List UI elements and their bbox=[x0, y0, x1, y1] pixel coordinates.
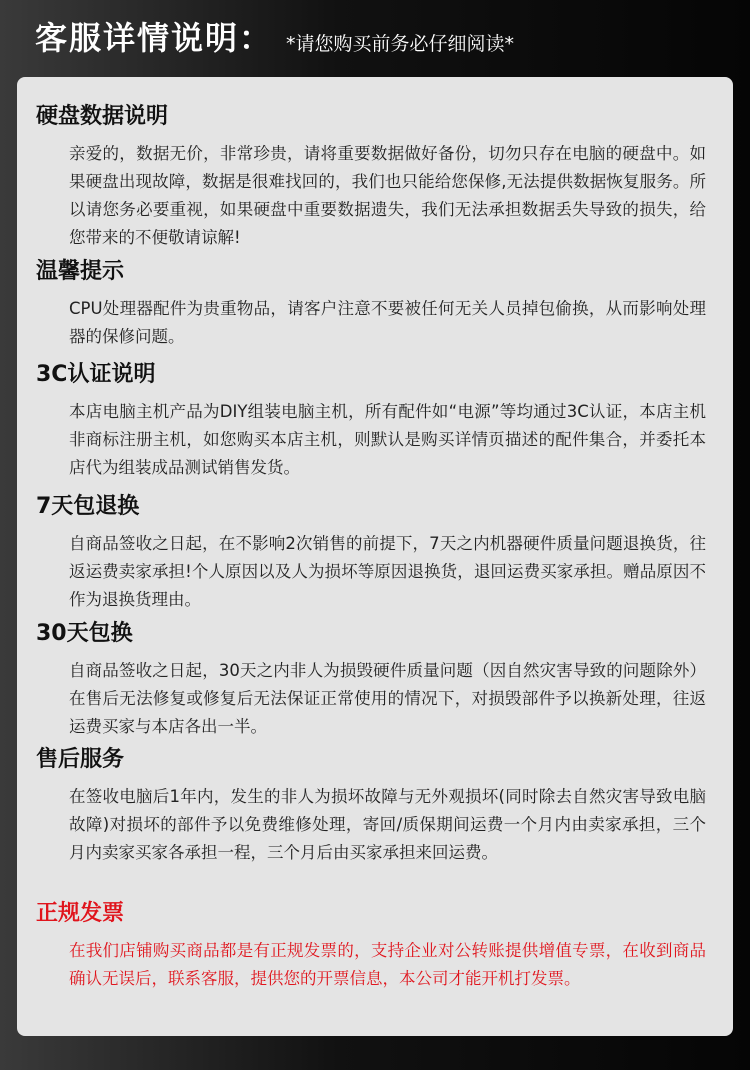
section-7-day-return bbox=[36, 492, 706, 614]
section-after-sales-service bbox=[36, 745, 706, 867]
page-subtitle: *请您购买前务必仔细阅读* bbox=[286, 33, 515, 55]
section-body: 自商品签收之日起，在不影响2次销售的前提下，7天之内机器硬件质量问题退换货，往返运费卖家承担!个人原因以及人为损坏等原因退换货，退回运费买家承担。赠品原因不作为退换货理由。 bbox=[69, 534, 706, 609]
section-body: 自商品签收之日起，30天之内非人为损毁硬件质量问题（因自然灾害导致的问题除外）在售后无法修复或修复后无法保证正常使用的情况下，对损毁部件予以换新处理，往返运费买家与本店各出一半。 bbox=[69, 661, 706, 736]
section-official-invoice bbox=[36, 899, 706, 993]
section-title: 3C认证说明 bbox=[36, 362, 156, 387]
section-title: 硬盘数据说明 bbox=[36, 104, 169, 129]
section-body: CPU处理器配件为贵重物品，请客户注意不要被任何无关人员掉包偷换，从而影响处理器的保修问题。 bbox=[69, 299, 706, 346]
section-body: 在我们店铺购买商品都是有正规发票的，支持企业对公转账提供增值专票，在收到商品确认无误后，联系客服，提供您的开票信息，本公司才能开机打发票。 bbox=[69, 941, 706, 988]
section-warm-tips bbox=[36, 257, 706, 351]
section-title: 温馨提示 bbox=[36, 259, 125, 284]
section-body: 在签收电脑后1年内，发生的非人为损坏故障与无外观损坏(同时除去自然灾害导致电脑故障)对损坏的部件予以免费维修处理，寄回/质保期间运费一个月内由卖家承担，三个月内卖家买家各承担一程，三个月后由买家承担来回运费。 bbox=[69, 787, 706, 862]
page-header bbox=[0, 0, 750, 78]
content-card bbox=[17, 77, 733, 1036]
section-body: 亲爱的，数据无价，非常珍贵，请将重要数据做好备份，切勿只存在电脑的硬盘中。如果硬盘出现故障，数据是很难找回的，我们也只能给您保修,无法提供数据恢复服务。所以请您务必要重视，如果硬盘中重要数据遗失，我们无法承担数据丢失导致的损失，给您带来的不便敬请谅解! bbox=[69, 144, 706, 247]
section-title: 7天包退换 bbox=[36, 494, 140, 519]
section-hard-disk-data bbox=[36, 102, 706, 252]
section-title: 正规发票 bbox=[36, 901, 125, 926]
section-title: 30天包换 bbox=[36, 621, 133, 646]
section-body: 本店电脑主机产品为DIY组装电脑主机，所有配件如“电源”等均通过3C认证，本店主机非商标注册主机，如您购买本店主机，则默认是购买详情页描述的配件集合，并委托本店代为组装成品测试销售发货。 bbox=[69, 402, 706, 477]
section-30-day-exchange bbox=[36, 619, 706, 741]
section-title: 售后服务 bbox=[36, 747, 125, 772]
page-title: 客服详情说明： bbox=[35, 19, 274, 57]
section-3c-certification bbox=[36, 360, 706, 482]
